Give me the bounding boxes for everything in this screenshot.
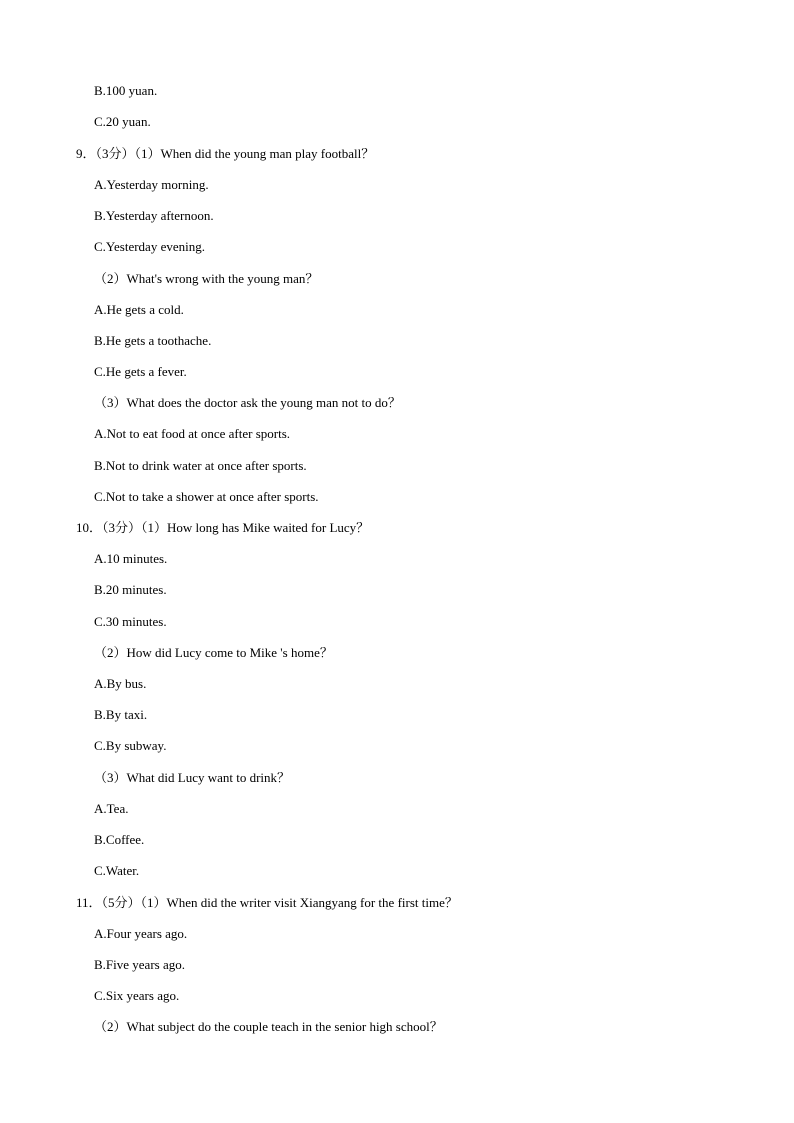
option-line: C.Yesterday evening. xyxy=(94,239,205,254)
option-line: A.Four years ago. xyxy=(94,926,188,941)
option-line: C.Water. xyxy=(94,863,140,878)
question-10-stem: 10．（3分）（1）How long has Mike waited for Lucy？ xyxy=(76,520,370,535)
option-line: B.Coffee. xyxy=(94,832,145,847)
sub-question: （3）What does the doctor ask the young man not to do？ xyxy=(94,395,401,410)
option-line: C.He gets a fever. xyxy=(94,364,187,379)
option-line: C.Not to take a shower at once after sports. xyxy=(94,489,319,504)
sub-question: （2）What subject do the couple teach in the senior high school？ xyxy=(94,1019,443,1034)
option-line: A.10 minutes. xyxy=(94,551,168,566)
option-line: B.He gets a toothache. xyxy=(94,333,212,348)
sub-question: （2）What's wrong with the young man？ xyxy=(94,271,319,286)
option-line: C.Six years ago. xyxy=(94,988,180,1003)
option-line: C.By subway. xyxy=(94,738,167,753)
option-line: B.100 yuan. xyxy=(94,83,158,98)
option-line: A.Tea. xyxy=(94,801,129,816)
option-line: A.By bus. xyxy=(94,676,147,691)
question-11-stem: 11．（5分）（1）When did the writer visit Xiangyang for the first time？ xyxy=(76,895,458,910)
option-line: A.Not to eat food at once after sports. xyxy=(94,426,291,441)
option-line: B.20 minutes. xyxy=(94,582,167,597)
option-line: A.Yesterday morning. xyxy=(94,177,209,192)
sub-question: （2）How did Lucy come to Mike 's home？ xyxy=(94,645,333,660)
option-line: B.By taxi. xyxy=(94,707,148,722)
question-9-stem: 9．（3分）（1）When did the young man play football？ xyxy=(76,146,375,161)
option-line: B.Five years ago. xyxy=(94,957,185,972)
option-line: C.30 minutes. xyxy=(94,614,167,629)
option-line: B.Yesterday afternoon. xyxy=(94,208,214,223)
option-line: A.He gets a cold. xyxy=(94,302,184,317)
option-line: C.20 yuan. xyxy=(94,114,151,129)
sub-question: （3）What did Lucy want to drink？ xyxy=(94,770,291,785)
option-line: B.Not to drink water at once after sports. xyxy=(94,458,307,473)
